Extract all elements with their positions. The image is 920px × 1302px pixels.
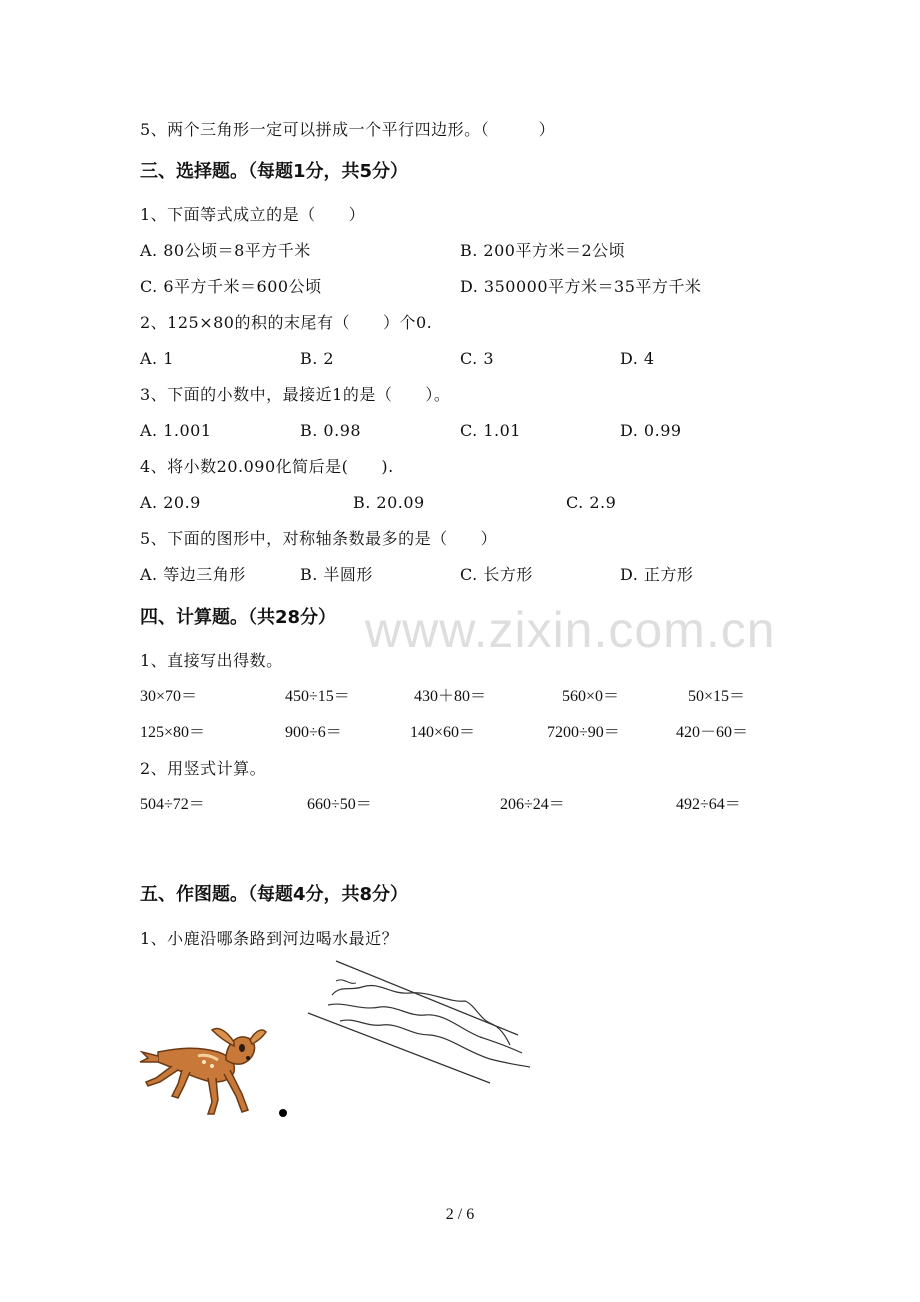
section-5-title: 五、作图题。（每题4分，共8分） bbox=[140, 884, 409, 905]
q3-option-c: C. 1.01 bbox=[460, 421, 521, 440]
page-number: 2 / 6 bbox=[445, 1206, 475, 1223]
calc-item: 125×80＝ bbox=[140, 724, 206, 741]
point-marker bbox=[277, 1107, 289, 1119]
river-drawing bbox=[300, 955, 535, 1090]
q5-option-a: A. 等边三角形 bbox=[140, 565, 246, 584]
q1-option-b: B. 200平方米＝2公顷 bbox=[460, 241, 626, 260]
deer-icon bbox=[140, 1029, 266, 1115]
calc-question-2: 2、用竖式计算。 bbox=[140, 759, 267, 778]
q2-option-b: B. 2 bbox=[300, 349, 335, 368]
q5-option-c: C. 长方形 bbox=[460, 565, 533, 584]
river-bank-lower bbox=[308, 1013, 490, 1083]
q4-option-c: C. 2.9 bbox=[566, 493, 617, 512]
deer-illustration bbox=[138, 1012, 268, 1122]
q2-option-d: D. 4 bbox=[620, 349, 655, 368]
q1-option-a: A. 80公顷＝8平方千米 bbox=[140, 241, 311, 260]
calc-item: 504÷72＝ bbox=[140, 796, 205, 813]
calc-question-1: 1、直接写出得数。 bbox=[140, 651, 283, 670]
choice-question-4: 4、将小数20.090化简后是( ). bbox=[140, 457, 394, 476]
calc-item: 7200÷90＝ bbox=[547, 724, 620, 741]
q5-option-b: B. 半圆形 bbox=[300, 565, 373, 584]
calc-item: 900÷6＝ bbox=[285, 724, 342, 741]
calc-item: 50×15＝ bbox=[688, 688, 746, 705]
calc-item: 140×60＝ bbox=[410, 724, 476, 741]
judge-question-5: 5、两个三角形一定可以拼成一个平行四边形。（ ） bbox=[140, 120, 556, 139]
draw-question-1: 1、小鹿沿哪条路到河边喝水最近？ bbox=[140, 929, 399, 948]
q3-option-a: A. 1.001 bbox=[140, 421, 212, 440]
q2-option-c: C. 3 bbox=[460, 349, 495, 368]
river-wave bbox=[328, 1004, 522, 1053]
calc-item: 660÷50＝ bbox=[307, 796, 372, 813]
river-wave bbox=[340, 1020, 530, 1067]
choice-question-5: 5、下面的图形中，对称轴条数最多的是（ ） bbox=[140, 529, 498, 548]
calc-item: 206÷24＝ bbox=[500, 796, 565, 813]
river-wave bbox=[336, 980, 356, 983]
watermark: www.zixin.com.cn bbox=[365, 602, 776, 658]
q3-option-b: B. 0.98 bbox=[300, 421, 362, 440]
calc-item: 492÷64＝ bbox=[676, 796, 741, 813]
calc-item: 560×0＝ bbox=[562, 688, 620, 705]
section-4-title: 四、计算题。（共28分） bbox=[140, 607, 337, 628]
q3-option-d: D. 0.99 bbox=[620, 421, 682, 440]
q2-option-a: A. 1 bbox=[140, 349, 174, 368]
calc-item: 450÷15＝ bbox=[285, 688, 350, 705]
calc-item: 30×70＝ bbox=[140, 688, 198, 705]
q1-option-c: C. 6平方千米＝600公顷 bbox=[140, 277, 322, 296]
choice-question-1: 1、下面等式成立的是（ ） bbox=[140, 205, 366, 224]
section-3-title: 三、选择题。（每题1分，共5分） bbox=[140, 161, 409, 182]
choice-question-2: 2、125×80的积的末尾有（ ）个0. bbox=[140, 313, 433, 332]
calc-item: 430＋80＝ bbox=[414, 688, 487, 705]
q5-option-d: D. 正方形 bbox=[620, 565, 694, 584]
q4-option-b: B. 20.09 bbox=[353, 493, 425, 512]
choice-question-3: 3、下面的小数中，最接近1的是（ ）。 bbox=[140, 385, 451, 404]
q4-option-a: A. 20.9 bbox=[140, 493, 201, 512]
q1-option-d: D. 350000平方米＝35平方千米 bbox=[460, 277, 702, 296]
calc-item: 420－60＝ bbox=[676, 724, 749, 741]
